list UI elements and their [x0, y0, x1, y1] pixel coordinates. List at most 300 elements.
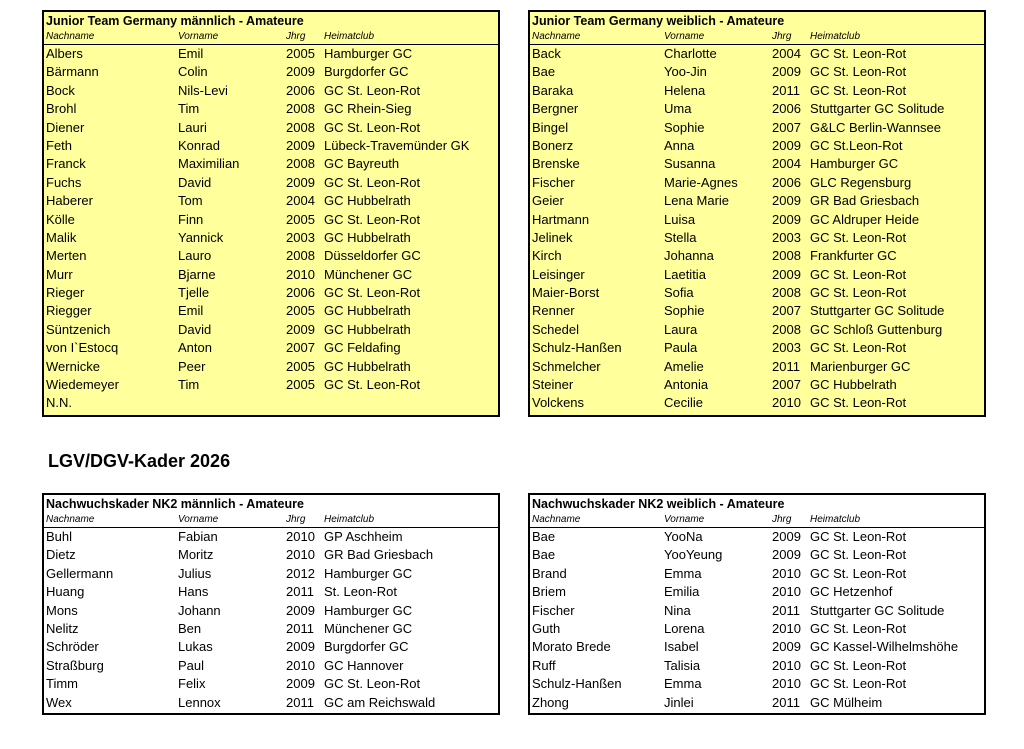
table-row — [44, 546, 498, 564]
column-header-row — [44, 513, 498, 528]
header-club: Heimatclub — [324, 514, 375, 525]
section-heading: LGV/DGV-Kader 2026 — [48, 451, 231, 471]
cell-club: GC St. Leon-Rot — [810, 395, 907, 411]
cell-last-name: Bae — [532, 64, 556, 80]
cell-last-name: Schulz-Hanßen — [532, 676, 622, 692]
cell-club: GC St. Leon-Rot — [810, 620, 907, 636]
cell-year: 2009 — [772, 529, 801, 544]
table-title: Nachwuchskader NK2 männlich - Amateure — [46, 497, 304, 511]
cell-club: GC St. Leon-Rot — [810, 547, 907, 563]
cell-club: Hamburger GC — [324, 602, 413, 618]
cell-year: 2009 — [286, 64, 315, 80]
cell-club: St. Leon-Rot — [324, 584, 397, 600]
cell-year: 2007 — [286, 340, 315, 356]
cell-club: GC Hubbelrath — [324, 321, 411, 337]
cell-last-name: Morato Brede — [532, 639, 611, 655]
table-row — [44, 321, 498, 339]
table-row — [44, 394, 498, 412]
cell-club: GC St. Leon-Rot — [810, 46, 907, 61]
table-title: Nachwuchskader NK2 weiblich - Amateure — [532, 497, 785, 511]
cell-year: 2009 — [772, 193, 801, 209]
table-junior-team-male — [42, 10, 500, 417]
cell-club: GC Rhein-Sieg — [324, 101, 412, 117]
table-row — [530, 45, 984, 63]
table-row — [530, 694, 984, 712]
cell-last-name: Timm — [46, 676, 79, 692]
cell-last-name: Brenske — [532, 156, 580, 172]
cell-club: GC Hetzenhof — [810, 584, 893, 600]
cell-year: 2005 — [286, 377, 315, 393]
header-last-name: Nachname — [46, 514, 95, 525]
table-row — [44, 100, 498, 118]
cell-club: Hamburger GC — [810, 156, 899, 172]
cell-first-name: Finn — [178, 211, 204, 227]
table-row — [530, 266, 984, 284]
cell-first-name: Luisa — [664, 211, 696, 227]
cell-first-name: Laetitia — [664, 266, 706, 282]
table-row — [44, 229, 498, 247]
header-year: Jhrg — [286, 514, 306, 525]
cell-last-name: Volckens — [532, 395, 585, 411]
header-first-name: Vorname — [664, 31, 705, 42]
cell-first-name: Ben — [178, 620, 202, 636]
cell-club: GC St. Leon-Rot — [810, 229, 907, 245]
cell-club: GR Bad Griesbach — [324, 547, 434, 563]
cell-year: 2005 — [286, 46, 315, 61]
cell-first-name: Nina — [664, 602, 691, 618]
header-first-name: Vorname — [664, 514, 705, 525]
cell-first-name: Sofia — [664, 285, 694, 301]
cell-club: Hamburger GC — [324, 565, 413, 581]
cell-first-name: Lorena — [664, 620, 705, 636]
cell-last-name: Zhong — [532, 694, 569, 710]
cell-first-name: Maximilian — [178, 156, 240, 172]
cell-year: 2009 — [286, 639, 315, 655]
cell-last-name: Rieger — [46, 285, 85, 301]
cell-last-name: Back — [532, 46, 561, 61]
table-title: Junior Team Germany weiblich - Amateure — [532, 14, 785, 28]
cell-club: GR Bad Griesbach — [810, 193, 920, 209]
cell-club: Münchener GC — [324, 266, 413, 282]
cell-last-name: Bock — [46, 82, 75, 98]
cell-club: GC Hubbelrath — [324, 193, 411, 209]
cell-last-name: Bingel — [532, 119, 569, 135]
cell-club: GC St. Leon-Rot — [324, 119, 421, 135]
cell-last-name: Maier-Borst — [532, 285, 600, 301]
cell-first-name: Emma — [664, 565, 702, 581]
cell-last-name: Ruff — [532, 657, 556, 673]
cell-last-name: Hartmann — [532, 211, 590, 227]
cell-last-name: Huang — [46, 584, 85, 600]
cell-club: GC St. Leon-Rot — [810, 565, 907, 581]
cell-year: 2011 — [286, 620, 314, 636]
table-row — [44, 192, 498, 210]
cell-last-name: Murr — [46, 266, 73, 282]
cell-last-name: Schedel — [532, 321, 579, 337]
cell-club: Burgdorfer GC — [324, 64, 409, 80]
cell-club: Düsseldorfer GC — [324, 248, 421, 264]
table-row — [44, 155, 498, 173]
cell-club: GC St. Leon-Rot — [810, 285, 907, 301]
cell-first-name: Fabian — [178, 529, 218, 544]
table-row — [44, 376, 498, 394]
table-row — [530, 192, 984, 210]
cell-year: 2004 — [772, 46, 801, 61]
cell-club: GC Hubbelrath — [324, 358, 411, 374]
table-row — [44, 528, 498, 546]
cell-first-name: Charlotte — [664, 46, 717, 61]
cell-last-name: von I`Estocq — [46, 340, 119, 356]
cell-first-name: Lena Marie — [664, 193, 730, 209]
cell-first-name: Konrad — [178, 137, 220, 153]
cell-first-name: Yoo-Jin — [664, 64, 707, 80]
cell-club: GC St. Leon-Rot — [810, 266, 907, 282]
cell-year: 2009 — [286, 321, 315, 337]
cell-last-name: Schmelcher — [532, 358, 601, 374]
table-row — [44, 657, 498, 675]
cell-last-name: Geier — [532, 193, 564, 209]
cell-first-name: Marie-Agnes — [664, 174, 738, 190]
cell-first-name: Anton — [178, 340, 212, 356]
cell-last-name: Diener — [46, 119, 85, 135]
cell-last-name: Bärmann — [46, 64, 99, 80]
table-row — [530, 602, 984, 620]
cell-year: 2011 — [772, 602, 800, 618]
cell-year: 2009 — [286, 137, 315, 153]
cell-first-name: Tjelle — [178, 285, 210, 301]
table-row — [530, 620, 984, 638]
cell-last-name: Renner — [532, 303, 575, 319]
cell-club: Hamburger GC — [324, 46, 413, 61]
cell-first-name: Helena — [664, 82, 706, 98]
cell-last-name: Brand — [532, 565, 567, 581]
column-header-row — [44, 30, 498, 45]
cell-club: GC am Reichswald — [324, 694, 436, 710]
cell-year: 2010 — [772, 657, 801, 673]
cell-last-name: Schröder — [46, 639, 99, 655]
cell-year: 2011 — [772, 358, 800, 374]
cell-last-name: Kölle — [46, 211, 75, 227]
table-row — [530, 63, 984, 81]
cell-year: 2009 — [286, 676, 315, 692]
cell-club: GC St. Leon-Rot — [810, 340, 907, 356]
table-row — [530, 155, 984, 173]
cell-year: 2010 — [772, 565, 801, 581]
cell-year: 2006 — [772, 101, 801, 117]
cell-first-name: Anna — [664, 137, 695, 153]
cell-year: 2009 — [286, 602, 315, 618]
cell-first-name: Antonia — [664, 377, 709, 393]
cell-last-name: Brohl — [46, 101, 77, 117]
cell-club: Burgdorfer GC — [324, 639, 409, 655]
table-row — [530, 321, 984, 339]
table-row — [530, 137, 984, 155]
cell-last-name: Guth — [532, 620, 561, 636]
header-last-name: Nachname — [46, 31, 95, 42]
cell-year: 2011 — [772, 82, 800, 98]
table-row — [530, 82, 984, 100]
cell-year: 2006 — [772, 174, 801, 190]
cell-year: 2010 — [286, 657, 315, 673]
cell-first-name: Emil — [178, 46, 204, 61]
cell-year: 2010 — [772, 620, 801, 636]
cell-year: 2004 — [772, 156, 801, 172]
cell-last-name: Buhl — [46, 529, 73, 544]
cell-club: Marienburger GC — [810, 358, 911, 374]
cell-last-name: Wex — [46, 694, 72, 710]
cell-club: GC Hannover — [324, 657, 404, 673]
cell-first-name: Talisia — [664, 657, 701, 673]
cell-first-name: Uma — [664, 101, 692, 117]
column-header-row — [530, 513, 984, 528]
cell-club: GC Schloß Guttenburg — [810, 321, 943, 337]
table-row — [530, 211, 984, 229]
cell-club: GC Feldafing — [324, 340, 401, 356]
table-row — [44, 302, 498, 320]
table-row — [530, 528, 984, 546]
header-last-name: Nachname — [532, 31, 581, 42]
cell-year: 2009 — [772, 639, 801, 655]
cell-year: 2010 — [286, 529, 315, 544]
cell-year: 2006 — [286, 82, 315, 98]
cell-last-name: Franck — [46, 156, 86, 172]
cell-year: 2011 — [286, 584, 314, 600]
header-year: Jhrg — [772, 514, 792, 525]
cell-club: GC St. Leon-Rot — [324, 377, 421, 393]
header-year: Jhrg — [286, 31, 306, 42]
cell-club: Stuttgarter GC Solitude — [810, 602, 945, 618]
cell-last-name: Bae — [532, 529, 556, 544]
header-club: Heimatclub — [810, 31, 861, 42]
cell-first-name: Emma — [664, 676, 702, 692]
cell-year: 2005 — [286, 358, 315, 374]
table-row — [530, 100, 984, 118]
cell-year: 2008 — [286, 101, 315, 117]
cell-first-name: Cecilie — [664, 395, 704, 411]
cell-last-name: Baraka — [532, 82, 574, 98]
cell-first-name: Peer — [178, 358, 206, 374]
table-row — [530, 657, 984, 675]
cell-first-name: Colin — [178, 64, 208, 80]
header-last-name: Nachname — [532, 514, 581, 525]
table-nk2-female — [528, 493, 986, 715]
cell-club: GC St. Leon-Rot — [810, 529, 907, 544]
cell-year: 2009 — [772, 64, 801, 80]
cell-year: 2008 — [772, 285, 801, 301]
cell-first-name: Nils-Levi — [178, 82, 228, 98]
cell-club: GC Aldruper Heide — [810, 211, 920, 227]
cell-first-name: Hans — [178, 584, 209, 600]
cell-year: 2003 — [286, 229, 315, 245]
table-row — [530, 247, 984, 265]
cell-last-name: Fischer — [532, 174, 575, 190]
cell-first-name: Tom — [178, 193, 203, 209]
table-row — [530, 119, 984, 137]
cell-year: 2007 — [772, 377, 801, 393]
column-header-row — [530, 30, 984, 45]
table-row — [44, 620, 498, 638]
cell-year: 2010 — [772, 395, 801, 411]
cell-year: 2008 — [772, 248, 801, 264]
cell-year: 2010 — [286, 547, 315, 563]
cell-club: GP Aschheim — [324, 529, 403, 544]
cell-club: GC Mülheim — [810, 694, 883, 710]
cell-year: 2009 — [772, 547, 801, 563]
header-club: Heimatclub — [810, 514, 861, 525]
cell-club: Münchener GC — [324, 620, 413, 636]
cell-year: 2010 — [772, 584, 801, 600]
cell-last-name: Wernicke — [46, 358, 100, 374]
cell-last-name: Straßburg — [46, 657, 104, 673]
table-row — [530, 565, 984, 583]
cell-year: 2011 — [286, 694, 314, 710]
table-row — [44, 694, 498, 712]
table-row — [44, 583, 498, 601]
cell-year: 2009 — [772, 211, 801, 227]
cell-last-name: Riegger — [46, 303, 92, 319]
cell-first-name: Johanna — [664, 248, 714, 264]
cell-last-name: Leisinger — [532, 266, 585, 282]
cell-year: 2004 — [286, 193, 315, 209]
table-row — [44, 358, 498, 376]
cell-club: Frankfurter GC — [810, 248, 897, 264]
cell-club: GC Hubbelrath — [810, 377, 897, 393]
cell-year: 2008 — [286, 248, 315, 264]
table-row — [44, 45, 498, 63]
table-row — [530, 675, 984, 693]
table-row — [530, 302, 984, 320]
cell-last-name: Steiner — [532, 377, 574, 393]
cell-club: GC Bayreuth — [324, 156, 400, 172]
table-row — [44, 137, 498, 155]
table-row — [530, 546, 984, 564]
cell-first-name: Paula — [664, 340, 698, 356]
cell-first-name: Stella — [664, 229, 697, 245]
cell-last-name: Schulz-Hanßen — [532, 340, 622, 356]
table-nk2-male — [42, 493, 500, 715]
cell-year: 2003 — [772, 229, 801, 245]
cell-first-name: Lukas — [178, 639, 213, 655]
cell-club: GC St. Leon-Rot — [324, 285, 421, 301]
cell-last-name: Bonerz — [532, 137, 574, 153]
cell-year: 2008 — [286, 119, 315, 135]
table-row — [530, 638, 984, 656]
cell-last-name: Jelinek — [532, 229, 573, 245]
cell-club: GC Hubbelrath — [324, 303, 411, 319]
header-club: Heimatclub — [324, 31, 375, 42]
cell-last-name: Süntzenich — [46, 321, 111, 337]
cell-first-name: Laura — [664, 321, 698, 337]
cell-year: 2009 — [286, 174, 315, 190]
cell-first-name: Lennox — [178, 694, 221, 710]
cell-club: GC St.Leon-Rot — [810, 137, 903, 153]
cell-last-name: Albers — [46, 46, 83, 61]
table-row — [44, 675, 498, 693]
table-row — [44, 247, 498, 265]
cell-first-name: Moritz — [178, 547, 214, 563]
cell-year: 2006 — [286, 285, 315, 301]
cell-first-name: Lauro — [178, 248, 212, 264]
cell-first-name: Amelie — [664, 358, 704, 374]
cell-first-name: Emil — [178, 303, 204, 319]
cell-last-name: Gellermann — [46, 565, 114, 581]
table-row — [530, 174, 984, 192]
cell-last-name: Merten — [46, 248, 87, 264]
cell-club: GC St. Leon-Rot — [810, 82, 907, 98]
cell-year: 2010 — [286, 266, 315, 282]
cell-first-name: Julius — [178, 565, 212, 581]
cell-first-name: David — [178, 174, 212, 190]
table-row — [530, 229, 984, 247]
cell-first-name: Tim — [178, 377, 200, 393]
table-row — [44, 211, 498, 229]
cell-club: GLC Regensburg — [810, 174, 912, 190]
cell-year: 2012 — [286, 565, 315, 581]
header-first-name: Vorname — [178, 31, 219, 42]
cell-year: 2003 — [772, 340, 801, 356]
cell-last-name: Haberer — [46, 193, 93, 209]
table-row — [44, 82, 498, 100]
cell-first-name: Bjarne — [178, 266, 216, 282]
cell-last-name: Fuchs — [46, 174, 82, 190]
table-row — [44, 339, 498, 357]
cell-year: 2005 — [286, 303, 315, 319]
cell-club: GC St. Leon-Rot — [324, 82, 421, 98]
cell-year: 2008 — [286, 156, 315, 172]
cell-year: 2011 — [772, 694, 800, 710]
cell-first-name: David — [178, 321, 212, 337]
cell-last-name: Mons — [46, 602, 78, 618]
cell-last-name: Kirch — [532, 248, 562, 264]
cell-last-name: Briem — [532, 584, 566, 600]
cell-club: GC Hubbelrath — [324, 229, 411, 245]
table-row — [44, 119, 498, 137]
cell-first-name: Felix — [178, 676, 206, 692]
cell-club: GC St. Leon-Rot — [324, 211, 421, 227]
cell-first-name: Isabel — [664, 639, 699, 655]
cell-year: 2009 — [772, 266, 801, 282]
table-row — [530, 339, 984, 357]
cell-last-name: Dietz — [46, 547, 76, 563]
cell-club: Lübeck-Travemünder GK — [324, 137, 470, 153]
header-first-name: Vorname — [178, 514, 219, 525]
cell-club: GC St. Leon-Rot — [810, 676, 907, 692]
table-row — [44, 63, 498, 81]
table-row — [530, 376, 984, 394]
table-row — [44, 266, 498, 284]
cell-first-name: Lauri — [178, 119, 207, 135]
cell-first-name: YooYeung — [664, 547, 723, 563]
cell-last-name: Malik — [46, 229, 77, 245]
cell-first-name: Jinlei — [664, 694, 694, 710]
cell-year: 2009 — [772, 137, 801, 153]
table-row — [44, 602, 498, 620]
table-row — [530, 284, 984, 302]
cell-club: GC St. Leon-Rot — [810, 64, 907, 80]
cell-first-name: Sophie — [664, 119, 705, 135]
table-junior-team-female — [528, 10, 986, 417]
table-row — [530, 394, 984, 412]
table-row — [44, 638, 498, 656]
cell-last-name: Fischer — [532, 602, 575, 618]
cell-last-name: Feth — [46, 137, 73, 153]
header-year: Jhrg — [772, 31, 792, 42]
cell-first-name: Tim — [178, 101, 200, 117]
cell-first-name: Paul — [178, 657, 205, 673]
cell-first-name: Sophie — [664, 303, 705, 319]
table-row — [44, 565, 498, 583]
cell-club: GC Kassel-Wilhelmshöhe — [810, 639, 959, 655]
